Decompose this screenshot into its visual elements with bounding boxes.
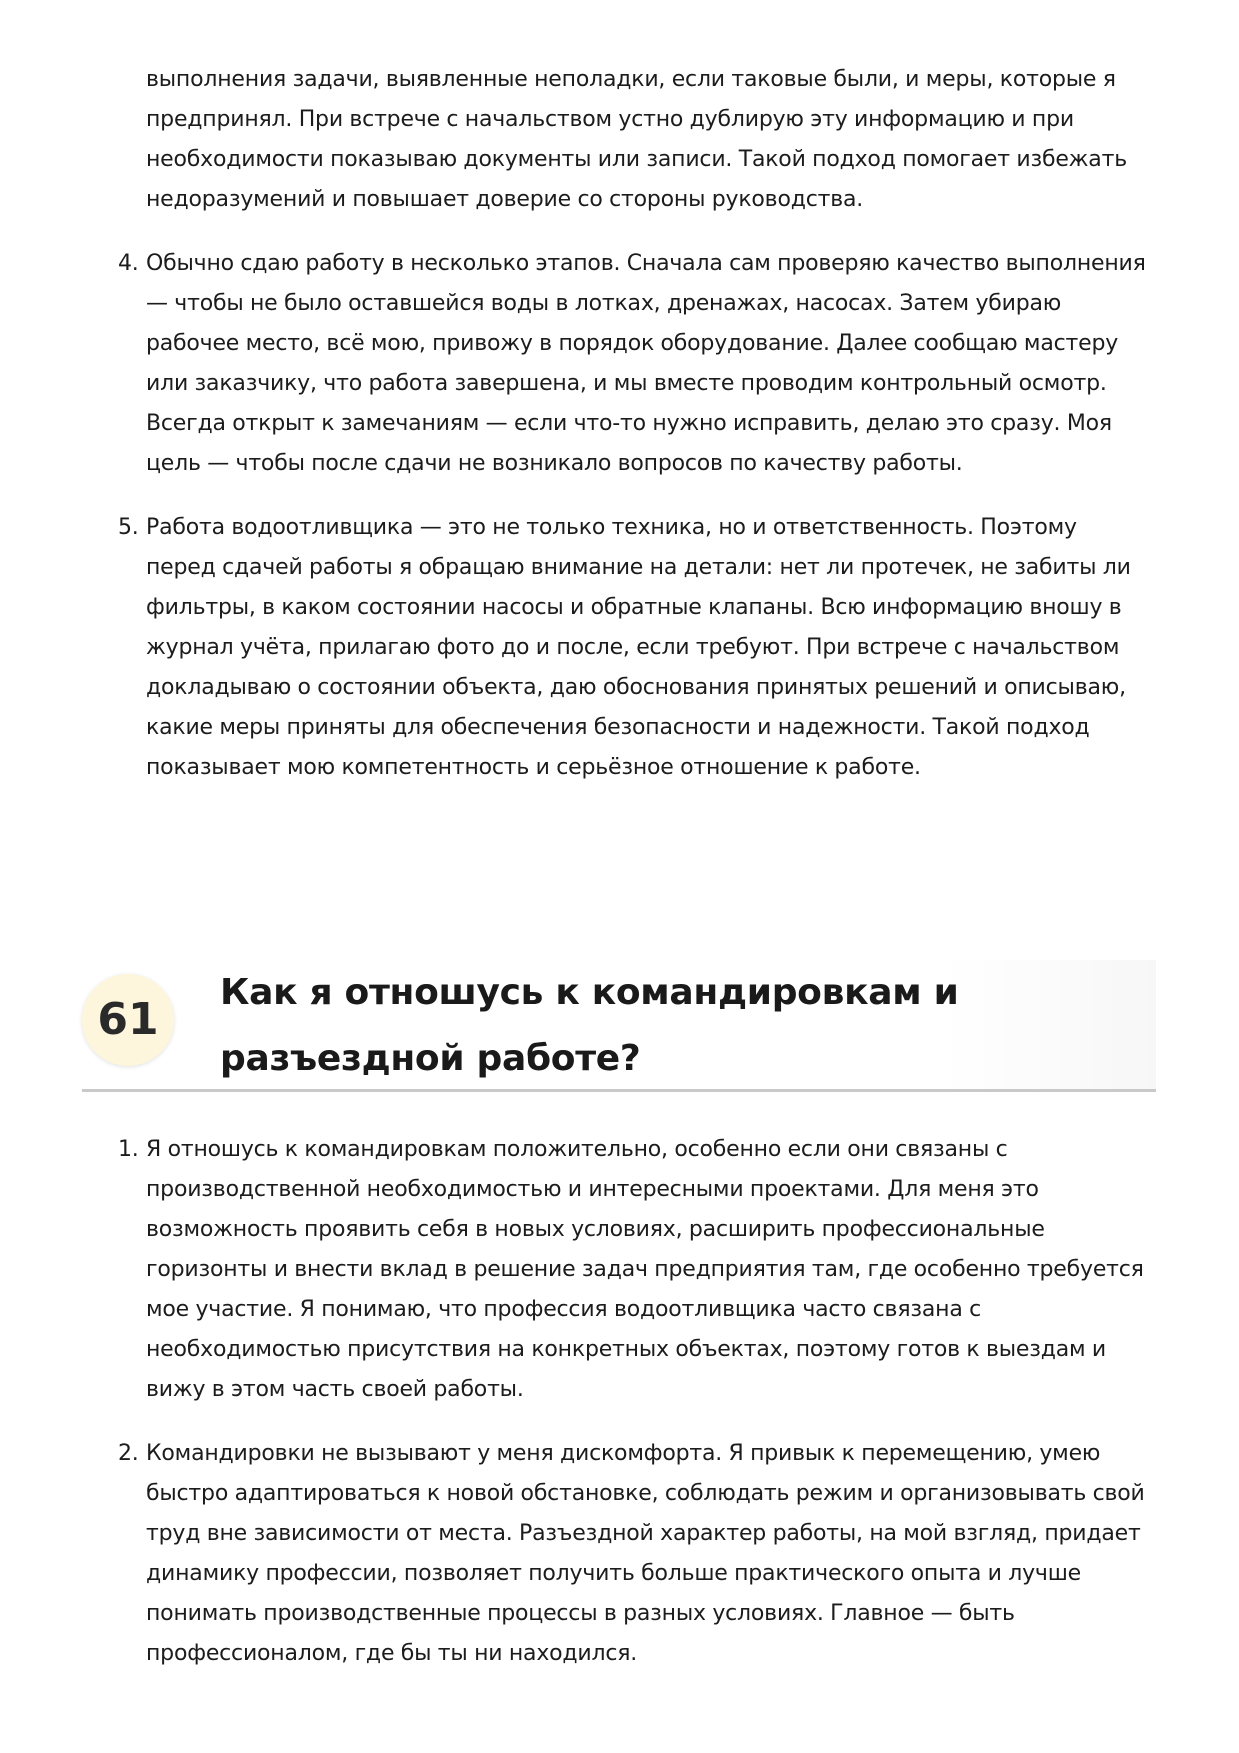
list-item-text: Обычно сдаю работу в несколько этапов. Сначала сам проверяю качество выполнения — чтобы не было оставшейся воды в лотках, дренажах, насосах. Затем убираю рабочее место, всё мою, привожу в порядок оборудование. Далее сообщаю мастеру или заказчику, что работа завершена, и мы вместе проводим контрольный осмотр. Всегда открыт к замечаниям — если что-то нужно исправить, делаю это сразу. Моя цель — чтобы после сдачи не возникало вопросов по качеству работы. — [146, 251, 1146, 476]
list-item-text: выполнения задачи, выявленные неполадки, если таковые были, и меры, которые я предпринял. При встрече с начальством устно дублирую эту информацию и при необходимости показываю документы или записи. Такой подход помогает избежать недоразумений и повышает доверие со стороны руководства. — [146, 67, 1127, 212]
question-title: Как я отношусь к командировкам и разъездной работе? — [220, 972, 959, 1079]
list-item-text: Работа водоотливщика — это не только техника, но и ответственность. Поэтому перед сдачей работы я обращаю внимание на детали: нет ли протечек, не забиты ли фильтры, в каком состоянии насосы и обратные клапаны. Всю информацию вношу в журнал учёта, прилагаю фото до и после, если требуют. При встрече с начальством докладываю о состоянии объекта, даю обоснования принятых решений и описываю, какие меры приняты для обеспечения безопасности и надежности. Такой подход показывает мою компетентность и серьёзное отношение к работе. — [146, 515, 1131, 780]
list-item — [0, 244, 1150, 484]
list-item — [0, 1434, 1150, 1674]
list-item — [0, 1130, 1150, 1410]
answer-list — [0, 1130, 1150, 1674]
list-item-number: 1. — [118, 1137, 139, 1162]
list-item-number: 2. — [118, 1441, 139, 1466]
question-number-badge: 61 — [82, 974, 174, 1066]
previous-answer-list — [0, 60, 1150, 788]
question-header — [82, 960, 1156, 1092]
list-item-number: 5. — [118, 515, 139, 540]
list-item-number: 4. — [118, 251, 139, 276]
list-item-text: Командировки не вызывают у меня дискомфорта. Я привык к перемещению, умею быстро адаптироваться к новой обстановке, соблюдать режим и организовывать свой труд вне зависимости от места. Разъездной характер работы, на мой взгляд, придает динамику профессии, позволяет получить больше практического опыта и лучше понимать производственные процессы в разных условиях. Главное — быть профессионалом, где бы ты ни находился. — [146, 1441, 1145, 1666]
list-item — [0, 508, 1150, 788]
list-item-continuation — [0, 60, 1150, 220]
list-item-text: Я отношусь к командировкам положительно, особенно если они связаны с производственной необходимостью и интересными проектами. Для меня это возможность проявить себя в новых условиях, расширить профессиональные горизонты и внести вклад в решение задач предприятия там, где особенно требуется мое участие. Я понимаю, что профессия водоотливщика часто связана с необходимостью присутствия на конкретных объектах, поэтому готов к выездам и вижу в этом часть своей работы. — [146, 1137, 1144, 1402]
